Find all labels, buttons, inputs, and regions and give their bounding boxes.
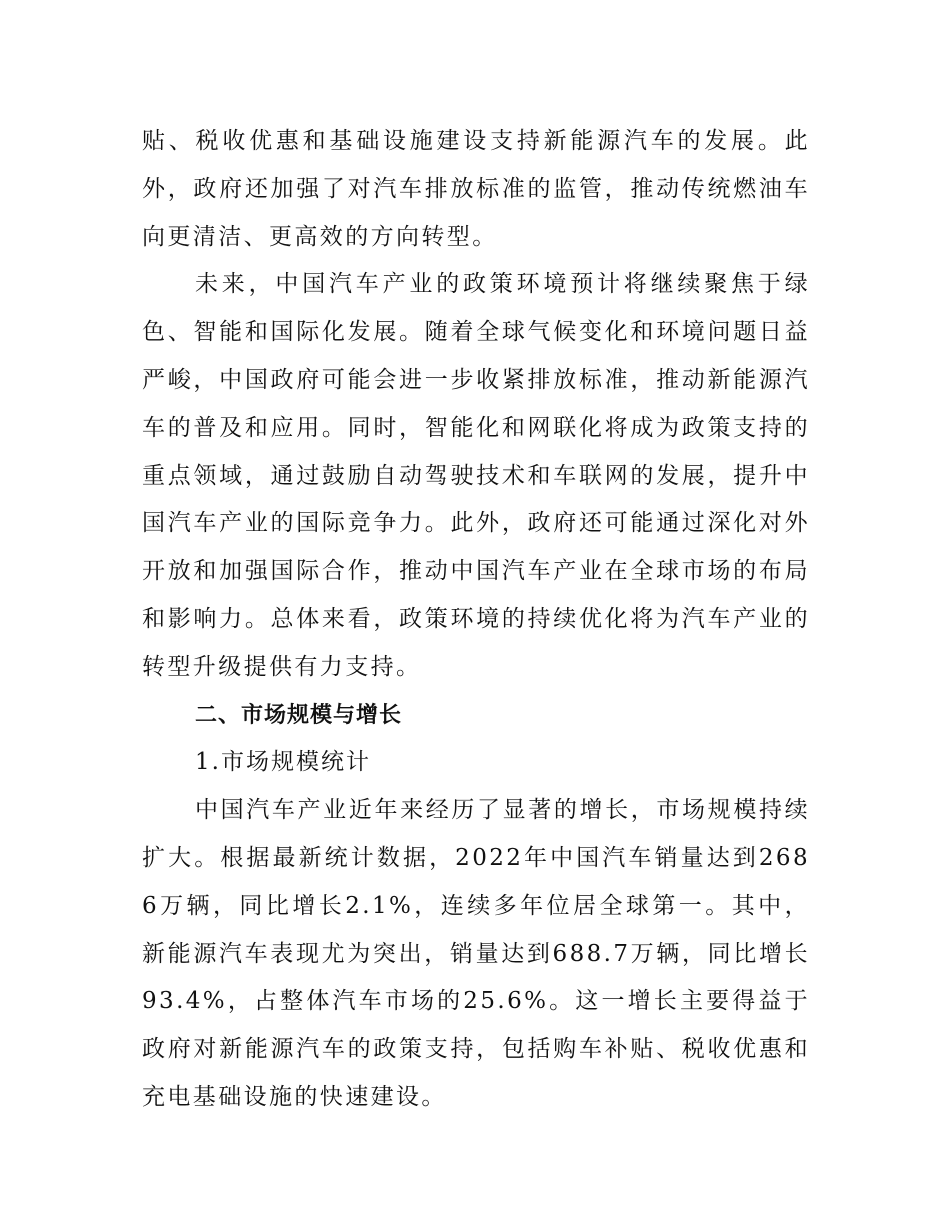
paragraph-policy-continued: 贴、税收优惠和基础设施建设支持新能源汽车的发展。此外，政府还加强了对汽车排放标准的监管，推动传统燃油车向更清洁、更高效的方向转型。 xyxy=(142,128,810,250)
paragraph-policy-outlook: 未来，中国汽车产业的政策环境预计将继续聚焦于绿色、智能和国际化发展。随着全球气候变化和环境问题日益严峻，中国政府可能会进一步收紧排放标准，推动新能源汽车的普及和应用。同时，智能化和网联化将成为政策支持的重点领域，通过鼓励自动驾驶技术和车联网的发展，提升中国汽车产业的国际竞争力。此外，政府还可能通过深化对外开放和加强国际合作，推动中国汽车产业在全球市场的布局和影响力。总体来看，政策环境的持续优化将为汽车产业的转型升级提供有力支持。 xyxy=(142,271,810,680)
section-heading: 二、市场规模与增长 xyxy=(195,702,403,728)
document-page xyxy=(142,118,810,1122)
subsection-heading: 1.市场规模统计 xyxy=(195,749,371,776)
paragraph-market-size: 中国汽车产业近年来经历了显著的增长，市场规模持续扩大。根据最新统计数据，2022年中国汽车销量达到2686万辆，同比增长2.1%，连续多年位居全球第一。其中，新能源汽车表现尤为突出，销量达到688.7万辆，同比增长93.4%，占整体汽车市场的25.6%。这一增长主要得益于政府对新能源汽车的政策支持，包括购车补贴、税收优惠和充电基础设施的快速建设。 xyxy=(142,797,810,1110)
